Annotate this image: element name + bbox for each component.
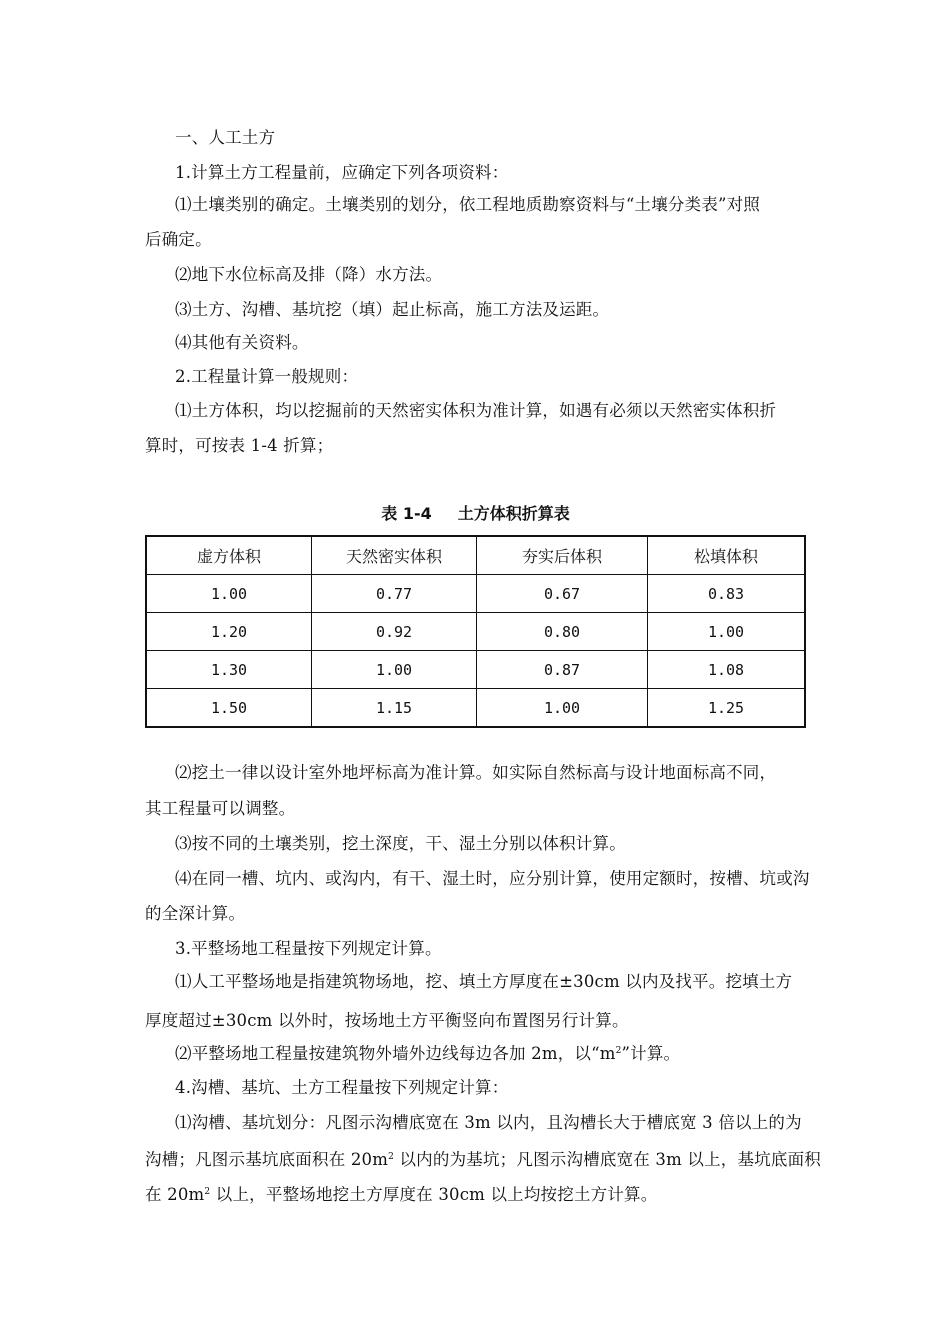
table-cell: 1.00 — [648, 613, 806, 651]
table-cell: 0.67 — [477, 575, 648, 613]
table-header-cell: 夯实后体积 — [477, 536, 648, 575]
paragraph-line: ⑵挖土一律以设计室外地坪标高为准计算。如实际自然标高与设计地面标高不同， — [175, 763, 777, 782]
table-cell: 0.77 — [312, 575, 477, 613]
table-row — [146, 651, 805, 689]
text-run: 以上，平整场地挖土方厚度在 30cm 以上均按挖土方计算。 — [210, 1185, 658, 1204]
paragraph-heading-2: 2.工程量计算一般规则： — [175, 367, 359, 386]
paragraph-line: 后确定。 — [145, 230, 212, 249]
paragraph-heading-1: 1.计算土方工程量前，应确定下列各项资料： — [175, 163, 509, 182]
table-cell: 1.25 — [648, 689, 806, 728]
table-row — [146, 689, 805, 728]
table-cell: 0.83 — [648, 575, 806, 613]
paragraph-line: ⑷其他有关资料。 — [175, 333, 309, 352]
paragraph-line — [145, 1184, 810, 1206]
table-cell: 1.00 — [312, 651, 477, 689]
section-title: 一、人工土方 — [175, 128, 276, 147]
text-run: 沟槽；凡图示基坑底面积在 20m — [145, 1150, 389, 1169]
paragraph-line: 厚度超过±30cm 以外时，按场地土方平衡竖向布置图另行计算。 — [145, 1011, 629, 1030]
paragraph-line — [175, 1043, 810, 1065]
table-cell: 1.00 — [477, 689, 648, 728]
paragraph-line: 的全深计算。 — [145, 904, 246, 923]
paragraph-line: ⑴土方体积，均以挖掘前的天然密实体积为准计算，如遇有必须以天然密实体积折 — [175, 401, 777, 420]
table-cell: 1.20 — [146, 613, 312, 651]
paragraph-line: ⑴人工平整场地是指建筑物场地，挖、填土方厚度在±30cm 以内及找平。挖填土方 — [175, 972, 793, 991]
table-row — [146, 575, 805, 613]
table-cell: 1.50 — [146, 689, 312, 728]
text-run: ”计算。 — [621, 1044, 681, 1063]
text-run: 在 20m — [145, 1185, 205, 1204]
table-title: 土方体积折算表 — [457, 504, 570, 523]
paragraph-line: ⑴沟槽、基坑划分：凡图示沟槽底宽在 3m 以内，且沟槽长大于槽底宽 3 倍以上的为 — [175, 1113, 802, 1132]
paragraph-line: ⑶按不同的土壤类别，挖土深度，干、湿土分别以体积计算。 — [175, 834, 626, 853]
superscript: 2 — [204, 1187, 211, 1197]
paragraph-line: ⑷在同一槽、坑内、或沟内，有干、湿土时，应分别计算，使用定额时，按槽、坑或沟 — [175, 869, 810, 888]
paragraph-line: ⑴土壤类别的确定。土壤类别的划分，依工程地质勘察资料与“土壤分类表”对照 — [175, 195, 761, 214]
superscript: 2 — [388, 1152, 395, 1162]
table-cell: 0.92 — [312, 613, 477, 651]
paragraph-heading-4: 4.沟槽、基坑、土方工程量按下列规定计算： — [175, 1078, 509, 1097]
paragraph-line: 算时，可按表 1-4 折算； — [145, 436, 334, 455]
volume-conversion-table — [145, 535, 806, 728]
paragraph-line: 其工程量可以调整。 — [145, 799, 296, 818]
table-cell: 1.15 — [312, 689, 477, 728]
text-run: 以内的为基坑；凡图示沟槽底宽在 3m 以上，基坑底面积 — [394, 1150, 822, 1169]
table-cell: 1.08 — [648, 651, 806, 689]
table-header-row — [146, 536, 805, 575]
table-header-cell: 虚方体积 — [146, 536, 312, 575]
table-row — [146, 613, 805, 651]
table-header-cell: 松填体积 — [648, 536, 806, 575]
table-number: 表 1-4 — [381, 504, 432, 523]
paragraph-line — [145, 1149, 822, 1171]
superscript: 2 — [615, 1046, 622, 1056]
table-cell: 1.30 — [146, 651, 312, 689]
paragraph-line: ⑵地下水位标高及排（降）水方法。 — [175, 265, 443, 284]
table-caption — [145, 503, 806, 525]
table-cell: 0.87 — [477, 651, 648, 689]
table-cell: 1.00 — [146, 575, 312, 613]
text-run: ⑵平整场地工程量按建筑物外墙外边线每边各加 2m，以“m — [175, 1044, 616, 1063]
paragraph-heading-3: 3.平整场地工程量按下列规定计算。 — [175, 939, 442, 958]
table-header-cell: 天然密实体积 — [312, 536, 477, 575]
table-cell: 0.80 — [477, 613, 648, 651]
paragraph-line: ⑶土方、沟槽、基坑挖（填）起止标高，施工方法及运距。 — [175, 300, 610, 319]
